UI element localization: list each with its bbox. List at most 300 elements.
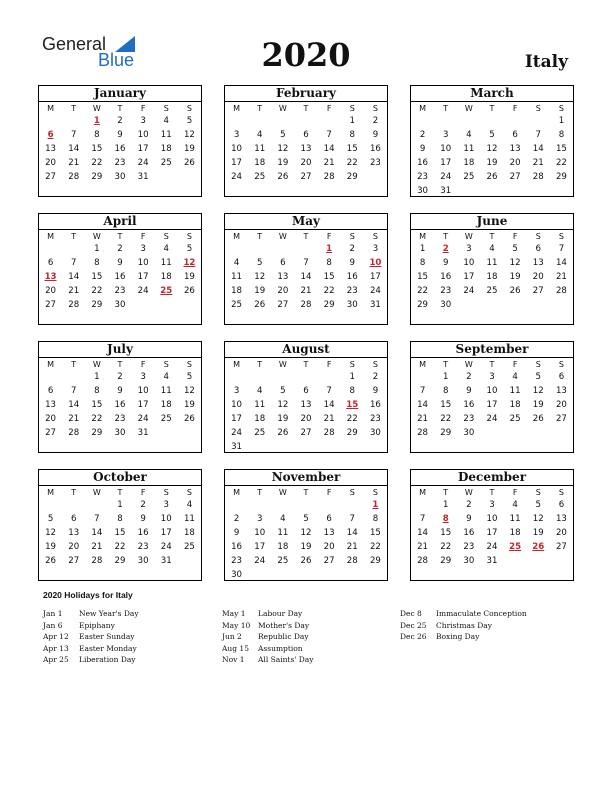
day-cell: 16	[463, 528, 475, 538]
month-title: March	[411, 86, 573, 102]
day-cell: 6	[326, 514, 332, 524]
weekday-header: F	[140, 103, 146, 113]
holiday-date: May 10	[222, 620, 251, 630]
day-cell: 13	[509, 144, 521, 154]
month-march	[410, 85, 574, 197]
day-cell: 3	[489, 372, 495, 382]
day-cell: 14	[323, 144, 335, 154]
day-cell: 14	[323, 400, 335, 410]
day-cell: 27	[45, 172, 57, 182]
day-cell: 19	[532, 528, 544, 538]
day-cell: 29	[91, 172, 103, 182]
day-cell: 22	[555, 158, 567, 168]
month-title: November	[225, 470, 387, 486]
day-cell: 18	[486, 272, 498, 282]
weekday-header: T	[71, 103, 77, 113]
holiday-name: Easter Sunday	[79, 632, 135, 641]
empty-cell	[480, 426, 503, 440]
month-title: July	[39, 342, 201, 358]
day-cell: 28	[68, 428, 80, 438]
empty-cell	[434, 114, 457, 128]
month-title: October	[39, 470, 201, 486]
day-cell: 28	[417, 556, 429, 566]
day-cell: 2	[372, 372, 379, 382]
empty-cell	[364, 440, 387, 454]
day-cell: 2	[233, 514, 240, 524]
day-cell: 21	[417, 414, 429, 424]
holiday-date: Jan 1	[43, 609, 63, 618]
day-cell: 30	[440, 300, 452, 310]
day-cell: 3	[140, 372, 146, 382]
day-cell: 11	[183, 514, 195, 524]
empty-cell	[318, 498, 341, 512]
day-cell: 14	[68, 144, 80, 154]
day-cell: 17	[369, 272, 381, 282]
day-cell: 9	[117, 258, 123, 268]
day-cell: 23	[440, 286, 452, 296]
day-cell: 21	[68, 158, 80, 168]
day-cell: 4	[466, 130, 472, 140]
day-cell: 3	[233, 386, 240, 396]
day-cell: 21	[417, 542, 429, 552]
holiday-day-cell: 25	[509, 542, 522, 552]
weekday-header: W	[464, 359, 473, 369]
weekday-header: F	[140, 231, 146, 241]
day-cell: 10	[463, 258, 475, 268]
day-cell: 13	[68, 528, 80, 538]
day-cell: 30	[369, 428, 381, 438]
day-cell: 19	[277, 158, 289, 168]
weekday-header: T	[117, 487, 123, 497]
day-cell: 9	[372, 386, 379, 396]
empty-cell	[248, 242, 271, 256]
month-title: April	[39, 214, 201, 230]
day-cell: 2	[140, 500, 146, 510]
day-cell: 14	[91, 528, 103, 538]
empty-cell	[550, 298, 573, 312]
day-cell: 7	[326, 130, 332, 140]
day-cell: 20	[68, 542, 80, 552]
weekday-header: W	[92, 359, 101, 369]
day-cell: 19	[486, 158, 498, 168]
day-cell: 7	[70, 130, 77, 140]
days-table	[411, 102, 573, 198]
day-cell: 17	[486, 400, 498, 410]
day-cell: 12	[183, 386, 195, 396]
weekday-header: T	[71, 231, 77, 241]
day-cell: 25	[160, 158, 172, 168]
day-cell: 20	[555, 400, 567, 410]
holiday-date: Apr 13	[43, 643, 69, 653]
day-cell: 2	[349, 244, 355, 254]
day-cell: 31	[486, 556, 498, 566]
empty-cell	[271, 242, 294, 256]
day-cell: 10	[231, 400, 243, 410]
weekday-header: S	[163, 231, 169, 241]
empty-cell	[550, 184, 573, 198]
empty-cell	[85, 498, 108, 512]
day-cell: 6	[47, 258, 54, 268]
day-cell: 17	[254, 542, 266, 552]
day-cell: 3	[140, 116, 146, 126]
holiday-row	[222, 643, 313, 655]
day-cell: 10	[160, 514, 172, 524]
day-cell: 21	[91, 542, 103, 552]
day-cell: 11	[254, 144, 266, 154]
day-cell: 16	[369, 400, 381, 410]
holiday-name: Liberation Day	[79, 655, 136, 664]
day-cell: 21	[68, 414, 80, 424]
day-cell: 14	[68, 272, 80, 282]
weekday-header: S	[535, 231, 541, 241]
day-cell: 26	[532, 414, 544, 424]
empty-cell	[411, 498, 434, 512]
weekday-header: T	[117, 359, 123, 369]
days-table	[39, 358, 201, 440]
empty-cell	[294, 568, 317, 582]
day-cell: 24	[137, 158, 149, 168]
weekday-header: M	[47, 359, 55, 369]
day-cell: 16	[417, 158, 429, 168]
weekday-header: T	[443, 487, 449, 497]
holiday-row	[222, 620, 313, 632]
day-cell: 24	[486, 414, 498, 424]
day-cell: 30	[231, 570, 243, 580]
weekday-header: W	[278, 359, 287, 369]
day-cell: 30	[346, 300, 358, 310]
holiday-row	[43, 620, 139, 632]
holiday-date: Jun 2	[222, 632, 242, 641]
weekday-header: T	[257, 103, 263, 113]
day-cell: 18	[160, 400, 172, 410]
day-cell: 24	[463, 286, 475, 296]
day-cell: 3	[372, 244, 379, 254]
weekday-header: S	[558, 103, 564, 113]
day-cell: 1	[349, 372, 355, 382]
day-cell: 12	[183, 130, 195, 140]
month-may	[224, 213, 388, 325]
day-cell: 27	[555, 414, 567, 424]
day-cell: 29	[440, 428, 452, 438]
day-cell: 8	[442, 386, 449, 396]
day-cell: 24	[231, 172, 243, 182]
holiday-row	[43, 608, 139, 620]
day-cell: 22	[369, 542, 381, 552]
day-cell: 16	[114, 272, 126, 282]
day-cell: 4	[163, 244, 169, 254]
day-cell: 5	[535, 500, 541, 510]
day-cell: 9	[349, 258, 355, 268]
empty-cell	[504, 114, 527, 128]
month-february	[224, 85, 388, 197]
day-cell: 29	[346, 428, 358, 438]
days-table	[39, 102, 201, 184]
day-cell: 23	[369, 414, 381, 424]
day-cell: 24	[231, 428, 243, 438]
empty-cell	[318, 568, 341, 582]
day-cell: 29	[555, 172, 567, 182]
day-cell: 1	[419, 244, 426, 254]
empty-cell	[341, 568, 364, 582]
day-cell: 8	[419, 258, 426, 268]
day-cell: 14	[300, 272, 312, 282]
day-cell: 29	[440, 556, 452, 566]
day-cell: 24	[254, 556, 266, 566]
weekday-header: W	[464, 103, 473, 113]
day-cell: 12	[277, 144, 289, 154]
day-cell: 25	[160, 414, 172, 424]
day-cell: 31	[231, 442, 243, 452]
day-cell: 7	[326, 386, 332, 396]
day-cell: 3	[256, 514, 263, 524]
day-cell: 30	[463, 428, 475, 438]
day-cell: 28	[555, 286, 567, 296]
empty-cell	[504, 298, 527, 312]
day-cell: 23	[346, 286, 358, 296]
weekday-header: S	[372, 103, 378, 113]
empty-cell	[364, 568, 387, 582]
month-title: June	[411, 214, 573, 230]
empty-cell	[155, 170, 178, 184]
day-cell: 18	[509, 400, 521, 410]
day-cell: 6	[303, 386, 309, 396]
day-cell: 20	[323, 542, 335, 552]
weekday-header: F	[326, 487, 332, 497]
weekday-header: S	[558, 487, 564, 497]
day-cell: 17	[231, 414, 243, 424]
day-cell: 19	[300, 542, 312, 552]
day-cell: 13	[300, 400, 312, 410]
day-cell: 18	[277, 542, 289, 552]
day-cell: 28	[68, 172, 80, 182]
day-cell: 20	[532, 272, 544, 282]
day-cell: 6	[558, 500, 565, 510]
day-cell: 7	[419, 386, 426, 396]
month-november	[224, 469, 388, 581]
day-cell: 13	[323, 528, 335, 538]
day-cell: 30	[114, 172, 126, 182]
day-cell: 17	[231, 158, 243, 168]
day-cell: 13	[45, 144, 57, 154]
day-cell: 13	[300, 144, 312, 154]
day-cell: 22	[323, 286, 335, 296]
holiday-day-cell: 26	[532, 542, 545, 552]
day-cell: 17	[137, 144, 149, 154]
weekday-header: T	[443, 231, 449, 241]
days-table	[411, 230, 573, 312]
day-cell: 5	[186, 372, 193, 382]
holiday-day-cell: 1	[93, 116, 100, 126]
weekday-header: S	[349, 487, 355, 497]
weekday-header: S	[535, 487, 541, 497]
day-cell: 19	[509, 272, 521, 282]
weekday-header: S	[372, 231, 378, 241]
empty-cell	[504, 554, 527, 568]
holiday-column	[43, 608, 139, 666]
day-cell: 26	[254, 300, 266, 310]
day-cell: 7	[70, 386, 77, 396]
holiday-date: Aug 15	[222, 643, 249, 653]
day-cell: 28	[323, 428, 335, 438]
empty-cell	[39, 370, 62, 384]
day-cell: 4	[256, 130, 263, 140]
holiday-day-cell: 15	[346, 400, 359, 410]
day-cell: 27	[532, 286, 544, 296]
day-cell: 18	[509, 528, 521, 538]
day-cell: 28	[323, 172, 335, 182]
weekday-header: W	[92, 231, 101, 241]
day-cell: 26	[45, 556, 57, 566]
day-cell: 29	[323, 300, 335, 310]
day-cell: 5	[256, 258, 263, 268]
day-cell: 9	[442, 258, 449, 268]
day-cell: 1	[442, 372, 449, 382]
day-cell: 14	[346, 528, 358, 538]
day-cell: 10	[137, 258, 149, 268]
day-cell: 2	[372, 116, 379, 126]
day-cell: 22	[91, 286, 103, 296]
empty-cell	[457, 298, 480, 312]
day-cell: 4	[489, 244, 495, 254]
day-cell: 27	[300, 428, 312, 438]
empty-cell	[341, 440, 364, 454]
day-cell: 19	[254, 286, 266, 296]
weekday-header: F	[326, 103, 332, 113]
day-cell: 4	[280, 514, 286, 524]
day-cell: 12	[532, 514, 544, 524]
day-cell: 18	[160, 144, 172, 154]
days-table	[39, 486, 201, 568]
day-cell: 5	[47, 514, 54, 524]
day-cell: 7	[558, 244, 565, 254]
day-cell: 9	[117, 386, 123, 396]
day-cell: 9	[372, 130, 379, 140]
day-cell: 11	[254, 400, 266, 410]
day-cell: 16	[137, 528, 149, 538]
day-cell: 19	[183, 144, 195, 154]
holiday-day-cell: 25	[160, 286, 173, 296]
day-cell: 3	[466, 244, 472, 254]
day-cell: 23	[231, 556, 243, 566]
day-cell: 10	[486, 514, 498, 524]
day-cell: 16	[440, 272, 452, 282]
empty-cell	[318, 440, 341, 454]
weekday-header: T	[443, 103, 449, 113]
days-table	[39, 230, 201, 312]
day-cell: 7	[535, 130, 541, 140]
day-cell: 2	[466, 372, 472, 382]
empty-cell	[271, 568, 294, 582]
day-cell: 14	[555, 258, 567, 268]
holiday-row	[222, 654, 313, 666]
empty-cell	[457, 114, 480, 128]
empty-cell	[318, 370, 341, 384]
day-cell: 3	[442, 130, 449, 140]
day-cell: 8	[94, 258, 100, 268]
month-title: January	[39, 86, 201, 102]
holiday-date: Dec 26	[400, 632, 427, 641]
day-cell: 21	[346, 542, 358, 552]
day-cell: 28	[300, 300, 312, 310]
empty-cell	[155, 426, 178, 440]
day-cell: 13	[532, 258, 544, 268]
day-cell: 21	[532, 158, 544, 168]
empty-cell	[527, 298, 550, 312]
day-cell: 9	[117, 130, 123, 140]
holiday-day-cell: 6	[47, 130, 54, 140]
weekday-header: S	[163, 487, 169, 497]
empty-cell	[248, 498, 271, 512]
day-cell: 5	[489, 130, 495, 140]
holiday-column	[222, 608, 313, 666]
day-cell: 30	[137, 556, 149, 566]
empty-cell	[271, 114, 294, 128]
month-title: February	[225, 86, 387, 102]
day-cell: 25	[183, 542, 195, 552]
day-cell: 5	[280, 130, 286, 140]
weekday-header: F	[512, 359, 518, 369]
weekday-header: S	[163, 103, 169, 113]
month-december	[410, 469, 574, 581]
weekday-header: F	[140, 359, 146, 369]
weekday-header: M	[419, 103, 427, 113]
empty-cell	[132, 298, 155, 312]
day-cell: 11	[486, 258, 498, 268]
weekday-header: W	[464, 487, 473, 497]
month-title: December	[411, 470, 573, 486]
day-cell: 8	[117, 514, 123, 524]
empty-cell	[178, 170, 201, 184]
day-cell: 15	[91, 144, 103, 154]
day-cell: 19	[45, 542, 57, 552]
empty-cell	[271, 440, 294, 454]
day-cell: 16	[231, 542, 243, 552]
day-cell: 17	[137, 400, 149, 410]
weekday-header: M	[233, 103, 241, 113]
empty-cell	[364, 170, 387, 184]
day-cell: 15	[440, 528, 452, 538]
day-cell: 26	[277, 428, 289, 438]
empty-cell	[504, 184, 527, 198]
day-cell: 23	[114, 414, 126, 424]
day-cell: 9	[140, 514, 146, 524]
day-cell: 6	[280, 258, 286, 268]
day-cell: 23	[463, 414, 475, 424]
day-cell: 3	[140, 244, 146, 254]
day-cell: 14	[532, 144, 544, 154]
weekday-header: T	[71, 359, 77, 369]
weekday-header: F	[512, 103, 518, 113]
holiday-day-cell: 10	[369, 258, 382, 268]
holiday-row	[222, 608, 313, 620]
weekday-header: W	[464, 231, 473, 241]
day-cell: 23	[114, 286, 126, 296]
day-cell: 26	[277, 172, 289, 182]
day-cell: 15	[417, 272, 429, 282]
empty-cell	[225, 498, 248, 512]
day-cell: 2	[117, 372, 123, 382]
day-cell: 5	[280, 386, 286, 396]
day-cell: 13	[45, 400, 57, 410]
day-cell: 26	[486, 172, 498, 182]
empty-cell	[457, 184, 480, 198]
day-cell: 23	[137, 542, 149, 552]
day-cell: 24	[160, 542, 172, 552]
day-cell: 18	[231, 286, 243, 296]
day-cell: 11	[231, 272, 243, 282]
day-cell: 31	[440, 186, 452, 196]
day-cell: 30	[114, 428, 126, 438]
